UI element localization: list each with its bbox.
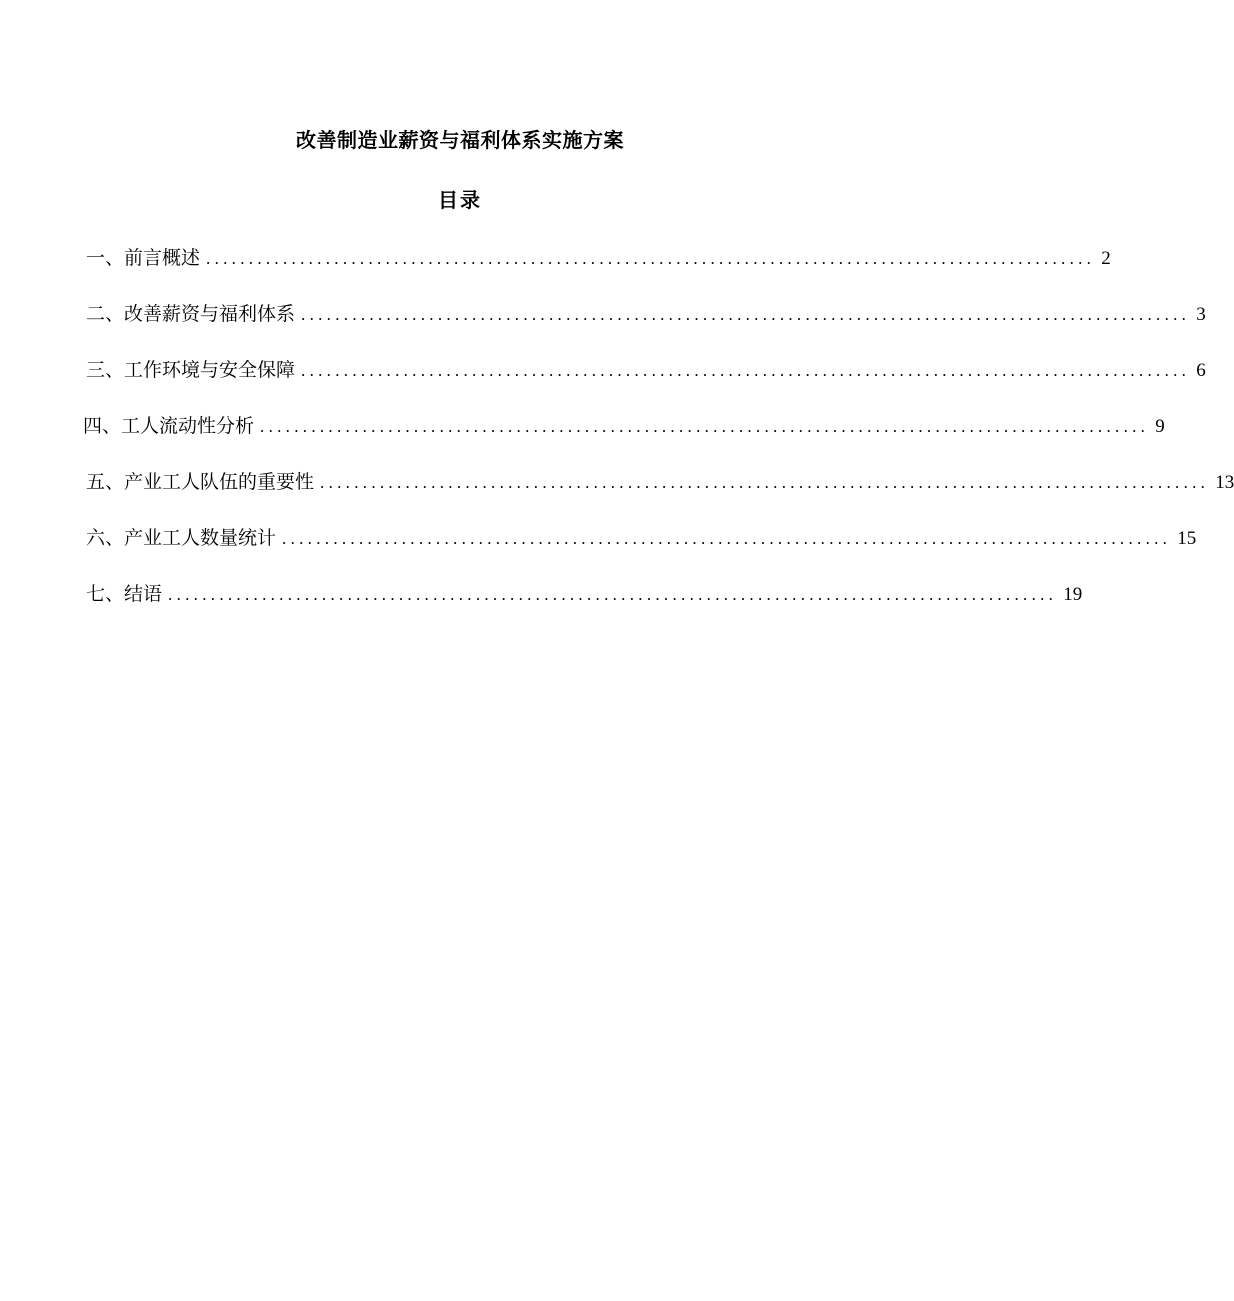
- toc-page-number: 3: [1196, 304, 1206, 325]
- toc-entry-label: 六、产业工人数量统计: [86, 527, 277, 549]
- toc-entry-label: 四、工人流动性分析: [83, 415, 255, 437]
- toc-heading: 目录: [438, 188, 482, 212]
- toc-entry-label: 三、工作环境与安全保障: [86, 359, 296, 381]
- toc-dot-leader: ........................................................................................................: [282, 529, 1172, 548]
- toc-dot-leader: ........................................................................................................: [168, 585, 1058, 604]
- toc-entry-label: 二、改善薪资与福利体系: [86, 303, 296, 325]
- toc-dot-leader: ........................................................................................................: [301, 305, 1191, 324]
- table-of-contents: [83, 240, 1234, 632]
- toc-page-number: 6: [1196, 360, 1206, 381]
- toc-page-number: 9: [1155, 416, 1165, 437]
- toc-page-number: 19: [1063, 584, 1083, 605]
- document-title: 改善制造业薪资与福利体系实施方案: [296, 128, 624, 152]
- toc-entry-workforce-importance[interactable]: [86, 464, 1234, 520]
- toc-page-number: 2: [1101, 248, 1111, 269]
- toc-dot-leader: ........................................................................................................: [320, 473, 1210, 492]
- toc-dot-leader: ........................................................................................................: [260, 417, 1150, 436]
- toc-entry-salary-benefits[interactable]: [86, 296, 1206, 352]
- toc-entry-conclusion[interactable]: [86, 576, 1083, 632]
- toc-dot-leader: ........................................................................................................: [301, 361, 1191, 380]
- toc-dot-leader: ........................................................................................................: [206, 249, 1096, 268]
- toc-page-number: 15: [1177, 528, 1197, 549]
- toc-entry-worker-mobility[interactable]: [83, 408, 1165, 464]
- toc-entry-worker-statistics[interactable]: [86, 520, 1197, 576]
- toc-entry-work-environment[interactable]: [86, 352, 1206, 408]
- toc-entry-label: 七、结语: [86, 583, 163, 605]
- toc-entry-label: 五、产业工人队伍的重要性: [86, 471, 315, 493]
- toc-entry-label: 一、前言概述: [86, 247, 201, 269]
- toc-entry-preface[interactable]: [86, 240, 1111, 296]
- toc-page-number: 13: [1215, 472, 1234, 493]
